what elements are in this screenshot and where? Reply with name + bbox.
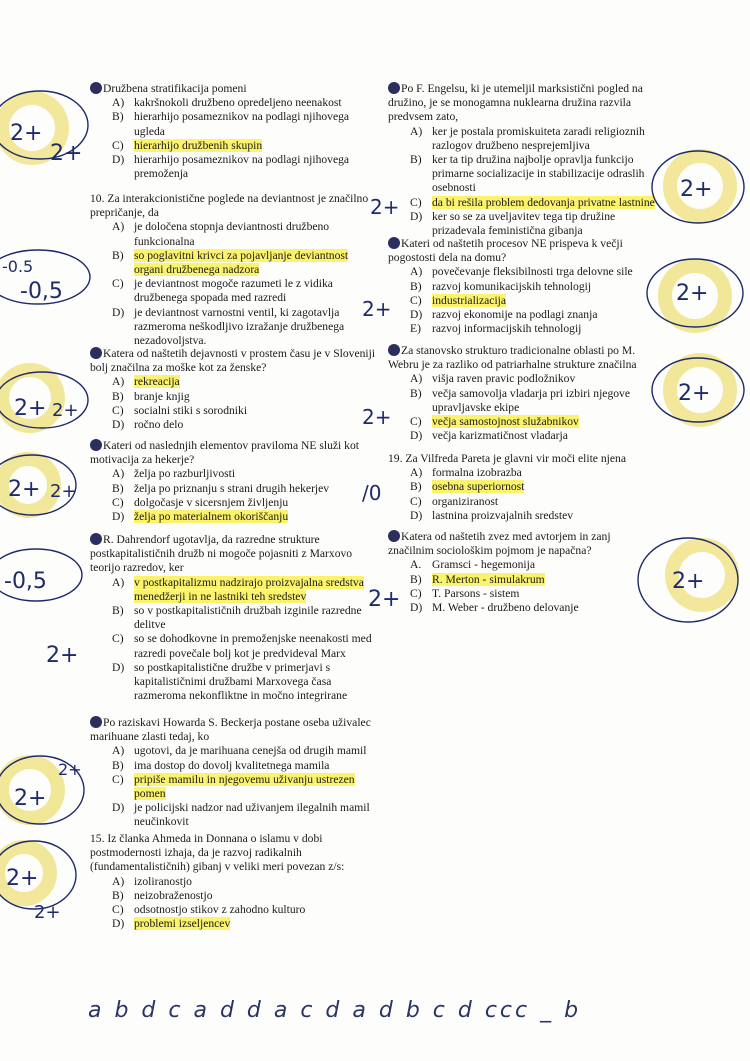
question-number-dot: [90, 82, 102, 94]
score-mark: 2+: [672, 569, 705, 594]
question-17: [388, 237, 658, 336]
answer-option: B) želja po priznanju s strani drugih hekerjev: [112, 481, 330, 495]
question-stem: Po raziskavi Howarda S. Beckerja postane oseba uživalec marihuane zlasti tedaj, ko: [90, 716, 371, 744]
question-number-dot: [388, 82, 400, 94]
answer-option: A) ker je postala promiskuiteta zaradi religioznih razlogov družbeno nesprejemljiva: [410, 124, 645, 152]
answer-option: D) M. Weber - družbeno delovanje: [410, 601, 579, 615]
question-14: [90, 716, 380, 830]
score-mark: 2+: [50, 141, 83, 166]
answer-option: B) večja samovolja vladarja pri izbiri njegove upravljavske ekipe: [410, 386, 630, 414]
answer-option-highlighted: C) večja samostojnost služabnikov: [410, 415, 579, 429]
handwritten-answer-key: a b d c a d d a c d a d b c d ccc _ b: [88, 998, 582, 1023]
answer-option: B) so v postkapitalističnih družbah izginile razredne delitve: [112, 604, 362, 632]
question-16: [388, 82, 658, 238]
score-mark: 2+: [368, 587, 401, 612]
answer-option-highlighted: C) pripiše mamilu in njegovemu uživanju ustrezen pomen: [112, 772, 355, 801]
score-mark: 2+: [46, 643, 79, 668]
answer-option: E) razvoj informacijskih tehnologij: [410, 322, 582, 336]
answer-option: D) hierarhijo posameznikov na podlagi njihovega premoženja: [112, 153, 350, 181]
question-number-dot: [388, 530, 400, 542]
question-stem: Katera od naštetih dejavnosti v prostem času je v Sloveniji bolj značilna za moške kot za ženske?: [90, 347, 376, 375]
answer-option: A. Gramsci - hegemonija: [410, 558, 536, 572]
question-number-dot: [90, 439, 102, 451]
answer-option: A) povečevanje fleksibilnosti trga delovne sile: [410, 265, 633, 279]
answer-option-highlighted: D) želja po materialnem okoriščanju: [112, 510, 289, 524]
score-mark: 2+: [362, 405, 392, 429]
question-stem: Kateri od naštetih procesov NE prispeva k večji pogostosti dela na domu?: [388, 237, 623, 265]
answer-option-highlighted: C) industrializacija: [410, 293, 507, 307]
answer-option: A) je določena stopnja deviantnosti družbeno funkcionalna: [112, 220, 330, 248]
question-9: [90, 82, 380, 181]
answer-option: A) ugotovi, da je marihuana cenejša od drugih mamil: [112, 744, 367, 758]
question-19: [388, 452, 658, 523]
answer-option: B) hierarhijo posameznikov na podlagi njihovega ugleda: [112, 110, 350, 138]
answer-option: C) odsotnostjo stikov z zahodno kulturo: [112, 903, 306, 917]
answer-option: D) lastnina proizvajalnih sredstev: [410, 508, 574, 522]
question-20: [388, 530, 658, 615]
answer-option: B) branje knjig: [112, 389, 190, 403]
score-mark: 2+: [370, 195, 400, 219]
answer-option-highlighted: D) problemi izseljencev: [112, 917, 231, 931]
answer-option-highlighted: B) osebna superiornost: [410, 480, 525, 494]
answer-option: C) T. Parsons - sistem: [410, 586, 520, 600]
answer-option: C) socialni stiki s sorodniki: [112, 403, 248, 417]
score-mark: 2+: [680, 177, 713, 202]
answer-option: D) razvoj ekonomije na podlagi znanja: [410, 308, 598, 322]
answer-option: C) dolgočasje v sicersnjem življenju: [112, 495, 289, 509]
answer-option-highlighted: B) R. Merton - simulakrum: [410, 572, 545, 586]
question-number-dot: [90, 716, 102, 728]
answer-option: D) so postkapitalistične družbe v primerjavi s kapitalističnimi družbami Marxovega časa razmeroma nekonfliktne in močno integrirane: [112, 660, 348, 703]
answer-option: B) ker ta tip družina najbolje opravlja funkcijo primarne socializacije in stabilizacije odraslih osebnosti: [410, 153, 645, 195]
answer-option: D) večja karizmatičnost vladarja: [410, 429, 568, 443]
question-stem: 19. Za Vilfreda Pareta je glavni vir moči elite njena: [388, 452, 626, 465]
answer-option: A) formalna izobrazba: [410, 466, 522, 480]
score-mark: 2+: [676, 281, 709, 306]
answer-option-highlighted: C) hierarhijo družbenih skupin: [112, 138, 263, 152]
score-mark: 2+: [58, 760, 82, 779]
question-18: [388, 344, 658, 443]
answer-option-highlighted: A) v postkapitalizmu nadzirajo proizvajalna sredstva menedžerji in ne lastniki teh sredstev: [112, 575, 364, 603]
score-mark: 2+: [8, 477, 41, 502]
question-13: [90, 533, 380, 703]
question-stem: Po F. Engelsu, ki je utemeljil marksistični pogled na družino, je se monogamna nuklearna družina razvila predvsem zato,: [388, 82, 643, 124]
question-stem: Družbena stratifikacija pomeni: [103, 82, 247, 95]
score-mark: 2+: [14, 786, 47, 811]
answer-option-highlighted: A) rekreacija: [112, 375, 180, 389]
answer-option: A) kakršnokoli družbeno opredeljeno neenakost: [112, 96, 342, 110]
answer-option: D) ker so se za uveljavitev tega tip družine prizadevala feministična gibanja: [410, 209, 616, 238]
score-mark: 2+: [34, 902, 61, 923]
score-mark: /0: [362, 481, 382, 505]
score-mark: 2+: [50, 481, 77, 502]
answer-option: C) je deviantnost mogoče razumeti le z vidika družbenega spopada med razredi: [112, 277, 333, 305]
score-mark: -0,5: [4, 569, 47, 594]
answer-option: B) neizobraženostjo: [112, 888, 213, 902]
answer-option: C) organiziranost: [410, 494, 499, 508]
answer-option-highlighted: C) da bi rešila problem dedovanja privatne lastnine: [410, 195, 655, 209]
question-number-dot: [388, 344, 400, 356]
question-15: [90, 832, 380, 931]
score-mark: 2+: [10, 121, 43, 146]
score-mark: 2+: [6, 866, 39, 891]
question-stem: Katera od naštetih zvez med avtorjem in zanj značilnim sociološkim pojmom je napačna?: [388, 530, 611, 558]
answer-option: B) ima dostop do dovolj kvalitetnega mamila: [112, 758, 330, 772]
answer-option-highlighted: B) so poglavitni krivci za pojavljanje deviantnost organi družbenega nadzora: [112, 248, 349, 277]
answer-option: A) želja po razburljivosti: [112, 467, 236, 481]
question-stem: Kateri od naslednjih elementov praviloma NE služi kot motivacija za hekerje?: [90, 439, 359, 467]
answer-option: D) ročno delo: [112, 418, 184, 432]
score-mark: 2+: [52, 400, 79, 421]
answer-option: B) razvoj komunikacijskih tehnologij: [410, 279, 592, 293]
answer-option: D) je deviantnost varnostni ventil, ki zagotavlja razmeroma neškodljivo izražanje družbenega nezadovoljstva.: [112, 305, 345, 348]
question-number-dot: [388, 237, 400, 249]
question-number-dot: [90, 347, 102, 359]
score-mark: -0.5: [2, 257, 34, 276]
score-mark: 2+: [678, 381, 711, 406]
question-number-dot: [90, 533, 102, 545]
score-mark: 2+: [362, 297, 392, 321]
answer-option: A) višja raven pravic podložnikov: [410, 372, 576, 386]
question-stem: 15. Iz članka Ahmeda in Donnana o islamu v dobi postmodernosti izhaja, da je razvoj radikalnih (fundamentalističnih) gibanj v veliki meri povezan z/s:: [90, 832, 345, 874]
question-10: [90, 192, 380, 348]
question-12: [90, 439, 380, 524]
question-stem: R. Dahrendorf ugotavlja, da razredne strukture postkapitalističnih družb ni mogoče pojasniti z Marxovo teorijo razredov, ker: [90, 533, 353, 575]
question-stem: Za stanovsko strukturo tradicionalne oblasti po M. Webru je za razliko od patriarhalne strukture značilna: [388, 344, 637, 372]
question-11: [90, 347, 380, 432]
answer-option: C) so se dohodkovne in premoženjske neenakosti med razredi povečale bolj kot je predvideval Marx: [112, 632, 372, 660]
answer-option: D) je policijski nadzor nad uživanjem ilegalnih mamil neučinkovit: [112, 801, 370, 829]
question-stem: 10. Za interakcionistične poglede na deviantnost je značilno prepričanje, da: [90, 192, 369, 220]
answer-option: A) izoliranostjo: [112, 874, 192, 888]
score-mark: 2+: [14, 396, 47, 421]
score-mark: -0,5: [20, 279, 63, 304]
